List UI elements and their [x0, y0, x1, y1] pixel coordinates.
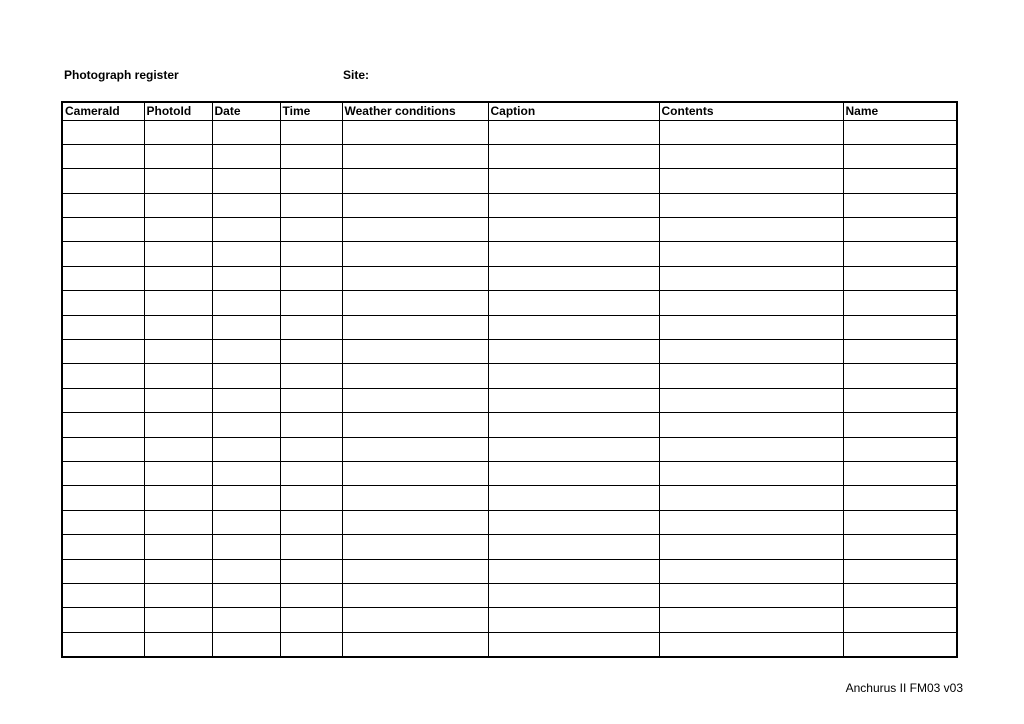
table-cell — [280, 291, 342, 315]
table-cell — [659, 437, 843, 461]
table-cell — [280, 413, 342, 437]
table-cell — [342, 144, 488, 168]
table-cell — [843, 583, 957, 607]
table-cell — [488, 144, 659, 168]
column-header-weather-conditions: Weather conditions — [342, 102, 488, 120]
table-cell — [659, 559, 843, 583]
table-cell — [488, 486, 659, 510]
table-cell — [280, 120, 342, 144]
table-cell — [342, 559, 488, 583]
table-cell — [843, 510, 957, 534]
table-row — [62, 340, 957, 364]
table-cell — [212, 559, 280, 583]
table-cell — [212, 315, 280, 339]
table-cell — [843, 632, 957, 656]
table-cell — [62, 364, 144, 388]
table-cell — [280, 266, 342, 290]
table-cell — [342, 388, 488, 412]
table-cell — [843, 340, 957, 364]
column-header-contents: Contents — [659, 102, 843, 120]
table-cell — [342, 437, 488, 461]
table-cell — [659, 193, 843, 217]
table-cell — [280, 608, 342, 632]
table-cell — [488, 340, 659, 364]
table-cell — [342, 193, 488, 217]
table-cell — [843, 242, 957, 266]
table-cell — [212, 169, 280, 193]
table-row — [62, 193, 957, 217]
table-row — [62, 364, 957, 388]
table-cell — [342, 632, 488, 656]
table-cell — [488, 535, 659, 559]
table-cell — [280, 461, 342, 485]
table-cell — [843, 413, 957, 437]
table-cell — [280, 388, 342, 412]
table-cell — [212, 583, 280, 607]
table-cell — [659, 632, 843, 656]
table-cell — [280, 169, 342, 193]
table-cell — [280, 144, 342, 168]
table-cell — [488, 291, 659, 315]
table-cell — [659, 510, 843, 534]
table-cell — [212, 413, 280, 437]
table-cell — [659, 583, 843, 607]
table-cell — [144, 120, 212, 144]
table-cell — [342, 486, 488, 510]
table-cell — [212, 461, 280, 485]
column-header-name: Name — [843, 102, 957, 120]
table-cell — [144, 169, 212, 193]
table-row — [62, 437, 957, 461]
table-cell — [212, 291, 280, 315]
table-cell — [144, 388, 212, 412]
table-cell — [342, 291, 488, 315]
table-cell — [342, 364, 488, 388]
table-cell — [144, 559, 212, 583]
table-cell — [342, 608, 488, 632]
table-cell — [843, 486, 957, 510]
table-cell — [659, 388, 843, 412]
table-cell — [280, 193, 342, 217]
table-cell — [843, 608, 957, 632]
table-cell — [280, 535, 342, 559]
table-cell — [144, 364, 212, 388]
table-cell — [659, 340, 843, 364]
table-cell — [342, 242, 488, 266]
table-cell — [342, 169, 488, 193]
table-cell — [144, 461, 212, 485]
table-cell — [280, 218, 342, 242]
table-cell — [62, 413, 144, 437]
table-cell — [62, 120, 144, 144]
table-cell — [144, 583, 212, 607]
table-cell — [843, 315, 957, 339]
table-cell — [280, 242, 342, 266]
table-cell — [144, 218, 212, 242]
table-cell — [62, 388, 144, 412]
table-cell — [144, 535, 212, 559]
table-cell — [144, 510, 212, 534]
table-cell — [843, 266, 957, 290]
table-cell — [144, 486, 212, 510]
table-cell — [62, 559, 144, 583]
table-cell — [659, 486, 843, 510]
table-cell — [62, 461, 144, 485]
table-cell — [843, 291, 957, 315]
site-label: Site: — [343, 68, 370, 82]
table-cell — [212, 242, 280, 266]
table-cell — [659, 315, 843, 339]
table-cell — [659, 266, 843, 290]
table-cell — [62, 608, 144, 632]
table-cell — [62, 266, 144, 290]
table-cell — [342, 315, 488, 339]
table-cell — [342, 510, 488, 534]
table-cell — [659, 364, 843, 388]
table-row — [62, 120, 957, 144]
column-header-caption: Caption — [488, 102, 659, 120]
table-cell — [62, 291, 144, 315]
table-cell — [212, 266, 280, 290]
table-cell — [488, 510, 659, 534]
table-row — [62, 608, 957, 632]
table-cell — [144, 632, 212, 656]
table-cell — [488, 461, 659, 485]
table-cell — [659, 120, 843, 144]
table-cell — [488, 583, 659, 607]
table-cell — [843, 461, 957, 485]
table-row — [62, 510, 957, 534]
table-cell — [342, 413, 488, 437]
table-cell — [62, 437, 144, 461]
table-cell — [144, 437, 212, 461]
table-cell — [62, 315, 144, 339]
table-cell — [342, 266, 488, 290]
table-cell — [488, 242, 659, 266]
table-body — [62, 120, 957, 657]
table-cell — [843, 120, 957, 144]
table-cell — [659, 413, 843, 437]
table-cell — [212, 120, 280, 144]
table-cell — [843, 388, 957, 412]
table-cell — [212, 364, 280, 388]
table-cell — [488, 413, 659, 437]
table-cell — [488, 632, 659, 656]
table-cell — [62, 510, 144, 534]
table-row — [62, 388, 957, 412]
table-cell — [342, 535, 488, 559]
column-header-photo-id: PhotoId — [144, 102, 212, 120]
table-cell — [144, 291, 212, 315]
table-cell — [843, 144, 957, 168]
photograph-register-table — [61, 101, 958, 658]
table-cell — [342, 461, 488, 485]
table-header-row — [62, 102, 957, 120]
table-cell — [212, 486, 280, 510]
table-cell — [144, 144, 212, 168]
table-row — [62, 486, 957, 510]
table-row — [62, 218, 957, 242]
table-cell — [212, 437, 280, 461]
table-cell — [659, 461, 843, 485]
table-cell — [488, 315, 659, 339]
table-cell — [212, 632, 280, 656]
table-cell — [659, 144, 843, 168]
table-cell — [62, 340, 144, 364]
table-cell — [488, 559, 659, 583]
table-cell — [843, 193, 957, 217]
table-cell — [659, 291, 843, 315]
table-cell — [659, 608, 843, 632]
table-row — [62, 461, 957, 485]
table-cell — [212, 388, 280, 412]
table-cell — [62, 242, 144, 266]
table-cell — [280, 632, 342, 656]
form-reference: Anchurus II FM03 v03 — [845, 681, 963, 695]
table-cell — [144, 413, 212, 437]
table-cell — [843, 437, 957, 461]
table-cell — [144, 242, 212, 266]
table-cell — [843, 535, 957, 559]
table-cell — [488, 388, 659, 412]
table-cell — [144, 340, 212, 364]
table-cell — [212, 340, 280, 364]
table-cell — [488, 608, 659, 632]
table-cell — [488, 266, 659, 290]
table-cell — [62, 583, 144, 607]
table-cell — [280, 510, 342, 534]
table-cell — [62, 632, 144, 656]
table-row — [62, 291, 957, 315]
table-row — [62, 559, 957, 583]
table-cell — [280, 315, 342, 339]
table-cell — [342, 583, 488, 607]
table-row — [62, 315, 957, 339]
table-cell — [342, 120, 488, 144]
table-row — [62, 144, 957, 168]
column-header-camera-id: CameraId — [62, 102, 144, 120]
table-cell — [280, 583, 342, 607]
table-cell — [280, 437, 342, 461]
table-cell — [280, 340, 342, 364]
table-cell — [280, 486, 342, 510]
table-cell — [843, 218, 957, 242]
table-cell — [212, 193, 280, 217]
table-row — [62, 266, 957, 290]
table-row — [62, 583, 957, 607]
table-cell — [280, 364, 342, 388]
table-cell — [659, 242, 843, 266]
table-cell — [62, 169, 144, 193]
table-cell — [488, 437, 659, 461]
table-row — [62, 413, 957, 437]
table-cell — [62, 486, 144, 510]
table-cell — [342, 340, 488, 364]
table-cell — [144, 315, 212, 339]
table-row — [62, 242, 957, 266]
table-row — [62, 632, 957, 656]
table-cell — [488, 120, 659, 144]
document-title: Photograph register — [64, 68, 179, 82]
table-row — [62, 169, 957, 193]
table-cell — [62, 144, 144, 168]
table-cell — [342, 218, 488, 242]
table-cell — [212, 144, 280, 168]
table-cell — [488, 364, 659, 388]
column-header-time: Time — [280, 102, 342, 120]
table-cell — [212, 218, 280, 242]
table-cell — [212, 535, 280, 559]
table-cell — [144, 193, 212, 217]
table-cell — [488, 193, 659, 217]
table-cell — [212, 510, 280, 534]
table-cell — [144, 608, 212, 632]
table-cell — [843, 559, 957, 583]
table-cell — [488, 218, 659, 242]
table-cell — [659, 535, 843, 559]
table-cell — [843, 364, 957, 388]
table-cell — [144, 266, 212, 290]
table-cell — [843, 169, 957, 193]
table-cell — [488, 169, 659, 193]
table-cell — [62, 193, 144, 217]
table-row — [62, 535, 957, 559]
table-cell — [280, 559, 342, 583]
table-cell — [62, 218, 144, 242]
table-cell — [659, 169, 843, 193]
column-header-date: Date — [212, 102, 280, 120]
table-cell — [659, 218, 843, 242]
table-cell — [212, 608, 280, 632]
table-cell — [62, 535, 144, 559]
